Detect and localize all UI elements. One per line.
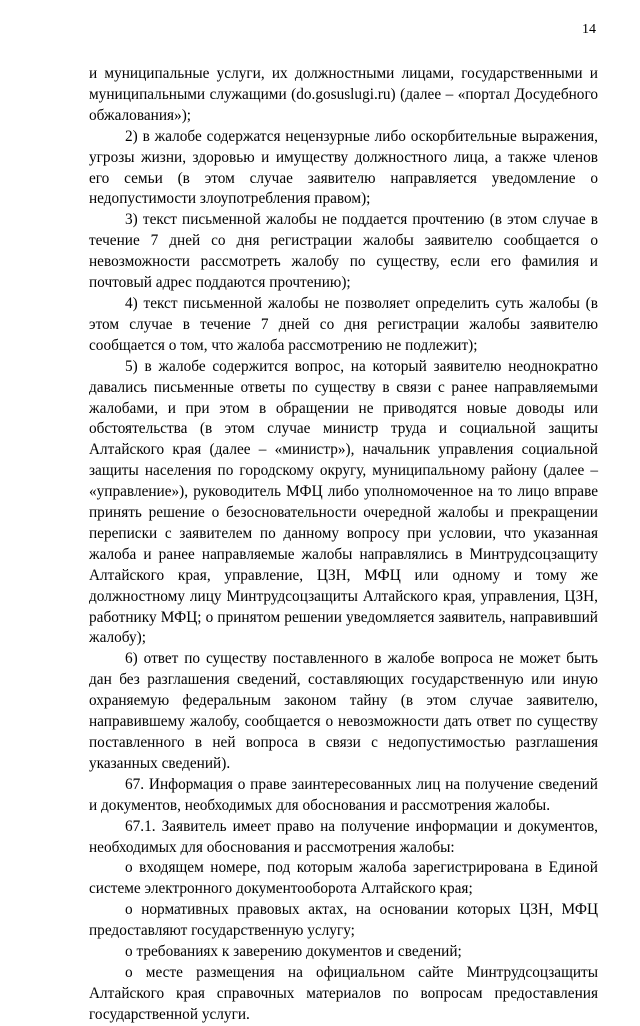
list-item-2: 2) в жалобе содержатся нецензурные либо оскорбительные выражения, угрозы жизни, здоровью и имуществу должностного лица, а также членов его семьи (в этом случае заявителю направляется уведомление о недопустимости злоупотребления правом); <box>89 127 598 208</box>
page-number: 14 <box>582 22 596 37</box>
info-item-reference-materials: о месте размещения на официальном сайте Минтрудсоцзащиты Алтайского края справочных материалов по вопросам предоставления государственной услуги. <box>89 963 598 1023</box>
list-item-4: 4) текст письменной жалобы не позволяет определить суть жалобы (в этом случае в течение 7 дней со дня регистрации жалобы заявителю сообщается о том, что жалоба рассмотрению не подлежит); <box>89 294 598 354</box>
list-item-3: 3) текст письменной жалобы не поддается прочтению (в этом случае в течение 7 дней со дня регистрации жалобы заявителю сообщается о невозможности рассмотреть жалобу по существу, если его фамилия и почтовый адрес поддаются прочтению); <box>89 211 598 292</box>
info-item-legal-acts: о нормативных правовых актах, на основании которых ЦЗН, МФЦ предоставляют государственную услугу; <box>89 901 598 940</box>
info-item-incoming-number: о входящем номере, под которым жалоба зарегистрирована в Единой системе электронного документооборота Алтайского края; <box>89 859 598 898</box>
paragraph-continuation: и муниципальные услуги, их должностными лицами, государственными и муниципальными служащими (do.gosuslugi.ru) (далее – «портал Досудебного обжалования»); <box>89 65 598 124</box>
list-item-6: 6) ответ по существу поставленного в жалобе вопроса не может быть дан без разглашения сведений, составляющих государственную или иную охраняемую федеральным законом тайну (в этом случае заявителю, направившему жалобу, сообщается о невозможности дать ответ по существу поставленного в ней вопроса в связи с недопустимостью разглашения указанных сведений). <box>89 650 598 772</box>
section-67-1: 67.1. Заявитель имеет право на получение информации и документов, необходимых для обоснования и рассмотрения жалобы: <box>89 817 598 856</box>
document-body <box>89 64 598 1026</box>
info-item-certification: о требованиях к заверению документов и сведений; <box>125 943 462 961</box>
list-item-5: 5) в жалобе содержится вопрос, на который заявителю неоднократно давались письменные ответы по существу в связи с ранее направляемыми жалобами, и при этом в обращении не приводятся новые доводы или обстоятельства (в этом случае министр труда и социальной защиты Алтайского края (далее – «министр»), начальник управления социальной защиты населения по городскому округу, муниципальному району (далее – «управление»), руководитель МФЦ либо уполномоченное на то лицо вправе принять решение о безосновательности очередной жалобы и прекращении переписки с заявителем по данному вопросу при условии, что указанная жалоба и ранее направляемые жалобы направлялись в Минтрудсоцзащиту Алтайского края, управление, ЦЗН, МФЦ или одному и тому же должностному лицу Минтрудсоцзащиты Алтайского края, управления, ЦЗН, работнику МФЦ; о принятом решении уведомляется заявитель, направивший жалобу); <box>89 357 598 647</box>
section-67: 67. Информация о праве заинтересованных лиц на получение сведений и документов, необходимых для обоснования и рассмотрения жалобы. <box>89 775 598 814</box>
